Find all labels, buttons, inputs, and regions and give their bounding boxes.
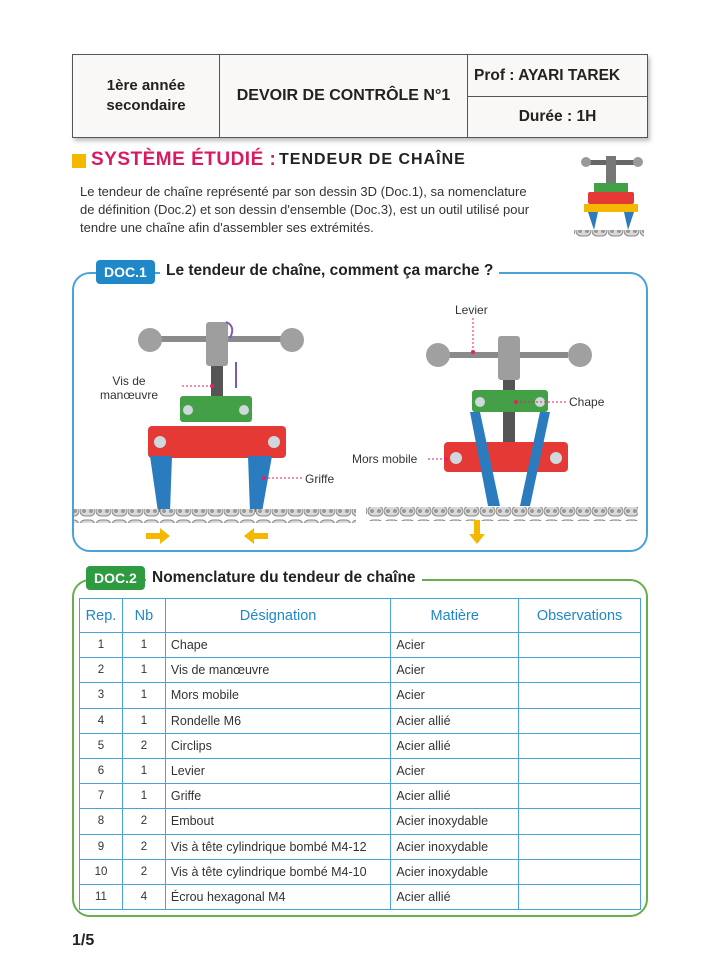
table-row (80, 683, 641, 708)
table-row (80, 884, 641, 909)
table-row (80, 784, 641, 809)
doc1-tag: DOC.1 (96, 260, 155, 284)
cell-obs[interactable] (519, 658, 641, 683)
table-row (80, 758, 641, 783)
label-levier: Levier (455, 303, 488, 317)
table-row (80, 809, 641, 834)
cell-nb: 1 (122, 784, 165, 809)
cell-designation: Écrou hexagonal M4 (165, 884, 390, 909)
cell-designation: Vis à tête cylindrique bombé M4-10 (165, 859, 390, 884)
tensioner-right-drawing (366, 318, 638, 544)
duration: Durée : 1H (518, 108, 597, 125)
cell-nb: 1 (122, 658, 165, 683)
cell-obs[interactable] (519, 859, 641, 884)
cell-nb: 1 (122, 708, 165, 733)
cell-nb: 4 (122, 884, 165, 909)
cell-obs[interactable] (519, 884, 641, 909)
cell-nb: 1 (122, 683, 165, 708)
level-line1: 1ère année (106, 77, 186, 94)
cell-nb: 1 (122, 758, 165, 783)
cell-rep: 8 (80, 809, 123, 834)
table-row (80, 834, 641, 859)
intro-line: Le tendeur de chaîne représenté par son dessin 3D (Doc.1), sa nomenclature (80, 184, 527, 199)
cell-nb: 2 (122, 733, 165, 758)
tensioner-thumbnail-icon (574, 156, 644, 238)
cell-matiere: Acier allié (391, 784, 519, 809)
cell-rep: 6 (80, 758, 123, 783)
cell-obs[interactable] (519, 708, 641, 733)
cell-matiere: Acier inoxydable (391, 834, 519, 859)
cell-designation: Vis de manœuvre (165, 658, 390, 683)
cell-designation: Mors mobile (165, 683, 390, 708)
col-observations: Observations (519, 599, 641, 633)
cell-matiere: Acier (391, 683, 519, 708)
cell-designation: Griffe (165, 784, 390, 809)
cell-nb: 2 (122, 834, 165, 859)
cell-nb: 1 (122, 633, 165, 658)
table-row (80, 859, 641, 884)
cell-obs[interactable] (519, 633, 641, 658)
cell-rep: 10 (80, 859, 123, 884)
cell-rep: 4 (80, 708, 123, 733)
label-vis-manoeuvre: Vis de manœuvre (99, 374, 158, 402)
cell-obs[interactable] (519, 784, 641, 809)
table-header-row (80, 599, 641, 633)
cell-designation: Circlips (165, 733, 390, 758)
cell-designation: Rondelle M6 (165, 708, 390, 733)
cell-matiere: Acier inoxydable (391, 859, 519, 884)
cell-obs[interactable] (519, 834, 641, 859)
cell-designation: Levier (165, 758, 390, 783)
label-mors-mobile: Mors mobile (352, 452, 418, 466)
level-line2: secondaire (106, 97, 186, 114)
exam-title: DEVOIR DE CONTRÔLE N°1 (220, 55, 468, 137)
table-body (80, 633, 641, 910)
cell-matiere: Acier allié (391, 733, 519, 758)
doc2-title: Nomenclature du tendeur de chaîne (146, 569, 422, 587)
cell-rep: 7 (80, 784, 123, 809)
cell-obs[interactable] (519, 758, 641, 783)
cell-matiere: Acier (391, 758, 519, 783)
cell-nb: 2 (122, 809, 165, 834)
cell-matiere: Acier allié (391, 708, 519, 733)
cell-matiere: Acier inoxydable (391, 809, 519, 834)
nomenclature-table (79, 598, 641, 910)
table-row (80, 633, 641, 658)
col-nb: Nb (122, 599, 165, 633)
cell-matiere: Acier (391, 633, 519, 658)
page-number: 1/5 (72, 932, 95, 949)
intro-line: de définition (Doc.2) et son dessin d'ensemble (Doc.3), est un outil utilisé pour (80, 202, 530, 217)
cell-designation: Vis à tête cylindrique bombé M4-12 (165, 834, 390, 859)
doc1-title: Le tendeur de chaîne, comment ça marche ? (160, 262, 499, 280)
cell-nb: 2 (122, 859, 165, 884)
cell-rep: 2 (80, 658, 123, 683)
table-row (80, 733, 641, 758)
label-chape: Chape (569, 395, 605, 409)
cell-obs[interactable] (519, 683, 641, 708)
intro-line: tendre une chaîne afin d'assembler ses extrémités. (80, 220, 374, 235)
col-matiere: Matière (391, 599, 519, 633)
cell-matiere: Acier (391, 658, 519, 683)
cell-designation: Chape (165, 633, 390, 658)
cell-obs[interactable] (519, 733, 641, 758)
section-subject: TENDEUR DE CHAÎNE (279, 151, 466, 168)
cell-designation: Embout (165, 809, 390, 834)
cell-obs[interactable] (519, 809, 641, 834)
cell-rep: 11 (80, 884, 123, 909)
tensioner-left-drawing (74, 322, 356, 544)
table-row (80, 658, 641, 683)
cell-rep: 9 (80, 834, 123, 859)
section-label: SYSTÈME ÉTUDIÉ : (91, 149, 277, 170)
cell-matiere: Acier allié (391, 884, 519, 909)
prof-name: Prof : AYARI TAREK (468, 55, 647, 97)
doc2-tag: DOC.2 (86, 566, 145, 590)
label-griffe: Griffe (305, 472, 335, 486)
table-row (80, 708, 641, 733)
col-rep: Rep. (80, 599, 123, 633)
cell-rep: 3 (80, 683, 123, 708)
col-designation: Désignation (165, 599, 390, 633)
cell-rep: 1 (80, 633, 123, 658)
cell-rep: 5 (80, 733, 123, 758)
